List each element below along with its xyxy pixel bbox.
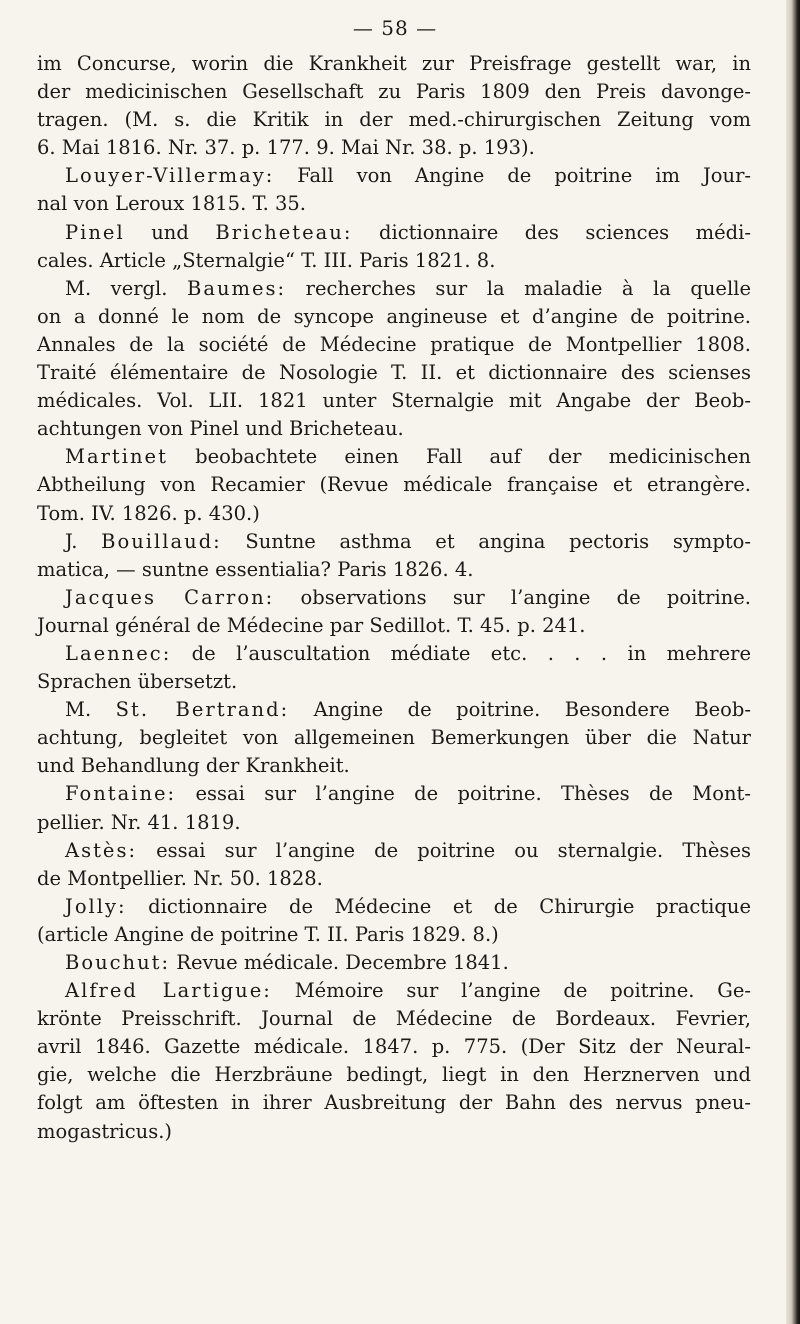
author-name: Astès: — [65, 838, 138, 862]
line-text: 6. Mai 1816. Nr. 37. p. 177. 9. Mai Nr. 38. p. 193). — [37, 136, 535, 160]
author-name: Laennec: — [65, 641, 172, 665]
text-line — [37, 668, 751, 696]
text-line — [37, 977, 751, 1005]
text-line — [37, 1033, 751, 1061]
line-text: nal von Leroux 1815. T. 35. — [37, 192, 307, 216]
line-text: pellier. Nr. 41. 1819. — [37, 810, 241, 834]
text-line — [37, 921, 751, 949]
line-text: Annales de la société de Médecine pratique de Montpellier 1808. — [37, 332, 751, 356]
text-line — [37, 724, 751, 752]
line-text: achtung, begleitet von allgemeinen Bemerkungen über die Natur — [37, 726, 751, 750]
line-text: avril 1846. Gazette médicale. 1847. p. 775. (Der Sitz der Neural- — [37, 1035, 751, 1059]
line-text: Suntne asthma et angina pectoris sympto- — [221, 529, 751, 553]
author-name: Bouchut: — [65, 951, 171, 974]
page-edge-shadow — [786, 0, 800, 1324]
author-name: Pinel — [65, 220, 125, 244]
text-line — [37, 640, 751, 668]
text-line — [37, 865, 751, 893]
line-text: M. vergl. — [65, 276, 187, 300]
line-text: de Montpellier. Nr. 50. 1828. — [37, 866, 323, 890]
line-text: Fall von Angine de poitrine im Jour- — [274, 164, 751, 188]
author-name: Alfred Lartigue: — [65, 979, 272, 1003]
line-text: dictionnaire des sciences médi- — [352, 220, 751, 244]
text-line — [37, 1005, 751, 1033]
text-line — [37, 584, 751, 612]
line-text: recherches sur la maladie à la quelle — [286, 276, 751, 300]
line-text: Journal général de Médecine par Sedillot. T. 45. p. 241. — [37, 613, 586, 637]
page-number: — 58 — — [352, 16, 438, 40]
line-text: Angine de poitrine. Besondere Beob- — [289, 698, 751, 722]
author-name: Jolly: — [65, 894, 127, 918]
line-text: tragen. (M. s. die Kritik in der med.-chirurgischen Zeitung vom — [37, 108, 751, 132]
line-text: dictionnaire de Médecine et de Chirurgie practique — [126, 894, 751, 918]
text-line — [37, 443, 751, 471]
author-name: Fontaine: — [65, 782, 177, 806]
text-line — [37, 1061, 751, 1089]
line-text: Revue médicale. Decembre 1841. — [170, 951, 509, 974]
line-text: achtungen von Pinel und Bricheteau. — [37, 417, 404, 441]
author-name: Bricheteau: — [215, 220, 353, 244]
text-line — [37, 752, 751, 780]
text-line — [37, 809, 751, 837]
text-line — [37, 780, 751, 808]
line-text: médicales. Vol. LII. 1821 unter Sternalgie mit Angabe der Beob- — [37, 389, 751, 413]
text-line — [37, 415, 751, 443]
text-line — [37, 387, 751, 415]
line-text: mogastricus.) — [37, 1119, 173, 1143]
line-text: observations sur l’angine de poitrine. — [274, 585, 751, 609]
text-line — [37, 50, 751, 78]
text-line — [37, 837, 751, 865]
line-text: matica, — suntne essentialia? Paris 1826. 4. — [37, 557, 474, 581]
line-text: de l’auscultation médiate etc. . . . in mehrere — [171, 641, 751, 665]
line-text: Mémoire sur l’angine de poitrine. Ge- — [271, 979, 752, 1003]
line-text: M. — [65, 698, 116, 722]
line-text: beobachtete einen Fall auf der medicinischen — [167, 445, 751, 469]
text-line — [37, 275, 751, 303]
text-line — [37, 359, 751, 387]
body-text — [37, 50, 751, 1146]
line-text: und Behandlung der Krankheit. — [37, 754, 350, 778]
text-line — [37, 303, 751, 331]
line-text: on a donné le nom de syncope angineuse et d’angine de poitrine. — [37, 304, 751, 328]
line-text: cales. Article „Sternalgie“ T. III. Paris 1821. 8. — [37, 248, 496, 272]
line-text: krönte Preisschrift. Journal de Médecine de Bordeaux. Fevrier, — [37, 1007, 751, 1031]
line-text: folgt am öftesten in ihrer Ausbreitung der Bahn des nervus pneu- — [37, 1091, 751, 1115]
text-line — [37, 949, 751, 977]
text-line — [37, 893, 751, 921]
text-line — [37, 331, 751, 359]
line-text: Abtheilung von Recamier (Revue médicale française et etrangère. — [37, 473, 751, 497]
line-text: J. — [65, 529, 102, 553]
text-line — [37, 134, 751, 162]
author-name: Bouillaud: — [101, 529, 222, 553]
text-line — [37, 528, 751, 556]
text-line — [37, 190, 751, 218]
text-line — [37, 78, 751, 106]
author-name: Martinet — [65, 445, 168, 469]
line-text: Traité élémentaire de Nosologie T. II. et dictionnaire des scienses — [37, 361, 751, 385]
author-name: Baumes: — [186, 276, 287, 300]
text-line — [37, 106, 751, 134]
line-text: gie, welche die Herzbräune bedingt, liegt in den Herznerven und — [37, 1063, 751, 1087]
line-text: essai sur l’angine de poitrine ou sternalgie. Thèses — [137, 838, 751, 862]
author-name: Louyer-Villermay: — [65, 164, 275, 188]
text-line — [37, 500, 751, 528]
text-line — [37, 612, 751, 640]
text-line — [37, 247, 751, 275]
text-line — [37, 1118, 751, 1146]
line-text: und — [124, 220, 216, 244]
line-text: Sprachen übersetzt. — [37, 670, 238, 694]
author-name: Jacques Carron: — [65, 585, 275, 609]
line-text: (article Angine de poitrine T. II. Paris 1829. 8.) — [37, 922, 499, 946]
line-text: der medicinischen Gesellschaft zu Paris 1809 den Preis davonge- — [37, 80, 751, 104]
line-text: im Concurse, worin die Krankheit zur Preisfrage gestellt war, in — [37, 52, 751, 75]
text-line — [37, 556, 751, 584]
line-text: Tom. IV. 1826. p. 430.) — [37, 501, 260, 525]
text-line — [37, 219, 751, 247]
text-line — [37, 1089, 751, 1117]
text-line — [37, 162, 751, 190]
text-line — [37, 696, 751, 724]
line-text: essai sur l’angine de poitrine. Thèses de Mont- — [176, 782, 751, 806]
author-name: St. Bertrand: — [115, 698, 290, 722]
text-line — [37, 471, 751, 499]
